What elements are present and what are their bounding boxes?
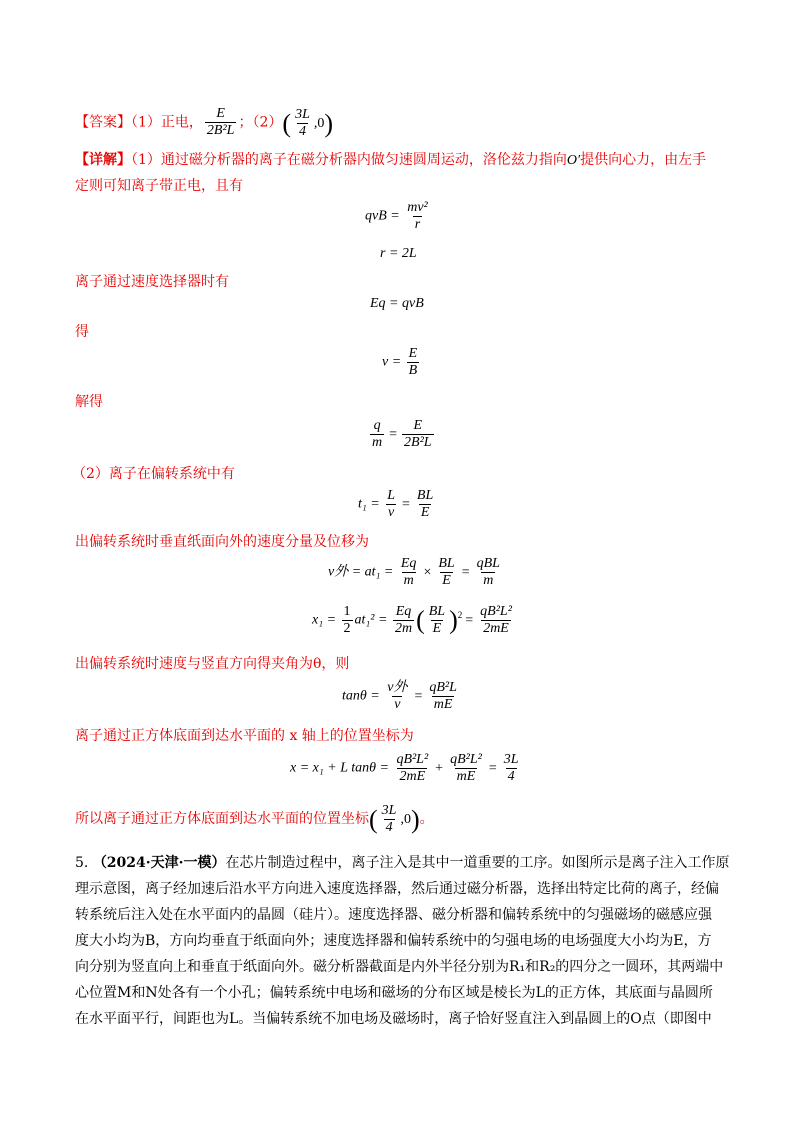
- eq5-den-r: 2B²L: [404, 435, 432, 450]
- eq5-num-r: E: [413, 418, 423, 433]
- eq10-num1: qB²L²: [396, 752, 429, 767]
- eq7-num3: qBL: [476, 556, 500, 571]
- eq4-lhs: v =: [382, 354, 402, 370]
- equation-10: x = x₁ + L tanθ = $\frac{\text{qB²L²}}{2mE}$ + $\frac{\text{qB²L²}}{mE}$ = $\frac{3L}{4}$: [290, 752, 519, 784]
- eq1-den: r: [414, 217, 421, 232]
- eq7-num2: BL: [438, 556, 455, 571]
- detail-symbol-o: O′: [566, 153, 581, 168]
- eq8-pden: E: [432, 621, 442, 636]
- text-de: 得: [75, 324, 89, 340]
- text-velocity-selector: 离子通过速度选择器时有: [75, 274, 229, 290]
- eq6-lhs: t₁ =: [358, 496, 380, 512]
- answer-line: [75, 106, 735, 138]
- problem5-line-3: 转系统后注入处在水平面内的晶圆（硅片）。速度选择器、磁分析器和偏转系统中的匀强磁场的磁感应强: [75, 907, 712, 923]
- eq6-num1: L: [387, 488, 396, 503]
- eq7-lhs: v外 = at₁ =: [328, 564, 394, 580]
- eq4-den: B: [408, 363, 418, 378]
- answer-fraction: [205, 106, 237, 139]
- equation-4: [382, 346, 421, 379]
- eq10-num3: 3L: [503, 752, 519, 767]
- eq10-den3: 4: [507, 769, 515, 784]
- answer-coord-tail: ,0: [313, 115, 325, 131]
- equation-5: $\frac{q}{m}$ = $\frac{E}{\text{2B²L}}$: [372, 418, 432, 450]
- equation-7: v外 = at₁ = $\frac{Eq}{m}$ × $\frac{BL}{E}$ = $\frac{\text{qBL}}{m}$: [328, 556, 500, 588]
- eq8-num1: Eq: [395, 604, 412, 619]
- problem5-line-7: 在水平面平行，间距也为L。当偏转系统不加电场及磁场时，离子恰好竖直注入到晶圆上的O点（即图中: [75, 1011, 712, 1027]
- conclusion-coord-num: 3L: [381, 803, 397, 819]
- detail-line-1: [75, 150, 735, 171]
- eq7-den1: m: [403, 573, 414, 588]
- eq6-den1: v: [388, 505, 395, 520]
- eq6-den2: E: [420, 505, 430, 520]
- answer-coordinate: ( $\frac{3L}{4}$ ,0): [282, 106, 334, 139]
- eq8-mid: at₁² =: [354, 612, 388, 628]
- problem5-source: （2024·天津·一模）: [92, 855, 226, 871]
- eq8-num3: qB²L²: [480, 604, 512, 619]
- eq7-num1: Eq: [400, 556, 417, 571]
- answer-frac-den: 2B²L: [206, 123, 235, 138]
- equation-1: [365, 200, 432, 233]
- problem5-line-4: 度大小均为B，方向均垂直于纸面向外；速度选择器和偏转系统中的匀强电场的电场强度大小均为E，方: [75, 933, 712, 949]
- answer-separator: ；（2）: [238, 114, 283, 131]
- conclusion-coord-den: 4: [385, 820, 393, 836]
- eq10-lhs: x = x₁ + L tanθ =: [290, 760, 389, 776]
- problem5-line-6: 心位置M和N处各有一个小孔；偏转系统中电场和磁场的分布区域是棱长为L的正方体，其底面与晶圆所: [75, 985, 713, 1001]
- detail-line-2: 定则可知离子带正电，且有: [75, 178, 243, 194]
- eq10-den2: mE: [456, 769, 476, 784]
- detail-text-1: （1）通过磁分析器的离子在磁分析器内做匀速圆周运动，洛伦兹力指向: [131, 152, 567, 168]
- equation-6: t₁ = $\frac{L}{v}$ = $\frac{BL}{E}$: [358, 488, 434, 520]
- answer-coord-num: 3L: [295, 106, 310, 122]
- eq9-den1: v: [394, 697, 401, 712]
- detail-text-1-tail: 提供向心力，由左手: [580, 152, 707, 168]
- eq7-den3: m: [483, 573, 494, 588]
- problem5-number: 5.: [75, 855, 89, 871]
- eq8-half-den: 2: [343, 621, 351, 636]
- eq10-num2: qB²L²: [450, 752, 482, 767]
- eq9-den2: mE: [433, 697, 453, 712]
- part2-intro: （2）离子在偏转系统中有: [72, 466, 235, 482]
- problem5-text-0: 在芯片制造过程中，离子注入是其中一道重要的工序。如图所示是离子注入工作原: [225, 855, 730, 871]
- answer-label: 【答案】: [75, 114, 131, 131]
- equation-3: Eq = qvB: [370, 296, 424, 311]
- conclusion-text: 所以离子通过正方体底面到达水平面的位置坐标: [75, 811, 369, 827]
- eq7-den2: E: [442, 573, 451, 588]
- problem5-line-5: 向分别为竖直向上和垂直于纸面向外。磁分析器截面是内外半径分别为R₁和R₂的四分之一圆环，其两端中: [75, 959, 724, 975]
- problem5-line-2: 理示意图，离子经加速后沿水平方向进入速度选择器，然后通过磁分析器，选择出特定比荷的离子，经偏: [75, 881, 719, 897]
- conclusion-coordinate: ( $\frac{3L}{4}$ ,0): [369, 803, 420, 836]
- conclusion-end: 。: [419, 811, 434, 827]
- eq9-num1: v外: [387, 680, 408, 695]
- eq9-num2: qB²L: [429, 680, 457, 695]
- eq5-num-l: q: [373, 418, 381, 433]
- detail-label: 【详解】: [75, 152, 131, 168]
- problem5-line-1: [75, 850, 735, 876]
- eq6-num2: BL: [416, 488, 434, 503]
- eq8-pnum: BL: [428, 604, 446, 619]
- text-angle: 出偏转系统时速度与竖直方向得夹角为θ，则: [75, 656, 350, 672]
- eq10-den1: 2mE: [399, 769, 426, 784]
- answer-coord-den: 4: [298, 123, 306, 139]
- equation-9: tanθ = $\frac{\text{v外}}{v}$ = $\frac{\text{qB²L}}{mE}$: [342, 680, 457, 712]
- eq8-den3: 2mE: [483, 621, 509, 636]
- eq4-num: E: [408, 346, 418, 361]
- answer-frac-num: E: [216, 106, 225, 121]
- equation-8: x₁ = $\frac{1}{2}$ at₁² = $\frac{Eq}{2m}$ ( $\frac{BL}{E}$ )$^2$ = $\frac{\text{qB²L²}}{2mE}$: [312, 604, 512, 636]
- eq8-lhs: x₁ =: [312, 612, 337, 628]
- eq8-half-num: 1: [343, 604, 351, 619]
- eq5-den-l: m: [372, 435, 383, 450]
- eq1-num: mv²: [407, 200, 428, 215]
- text-out-of-plane: 出偏转系统时垂直纸面向外的速度分量及位移为: [75, 534, 369, 550]
- text-position: 离子通过正方体底面到达水平面的 x 轴上的位置坐标为: [75, 728, 414, 744]
- conclusion-line: [75, 802, 735, 836]
- conclusion-coord-tail: ,0: [400, 812, 411, 827]
- eq9-lhs: tanθ =: [342, 688, 380, 704]
- eq1-lhs: qvB =: [365, 208, 400, 224]
- eq8-den1: 2m: [394, 621, 413, 636]
- answer-part1-text: （1）正电，: [131, 114, 203, 131]
- text-jiede: 解得: [75, 394, 103, 410]
- equation-2: r = 2L: [380, 246, 417, 261]
